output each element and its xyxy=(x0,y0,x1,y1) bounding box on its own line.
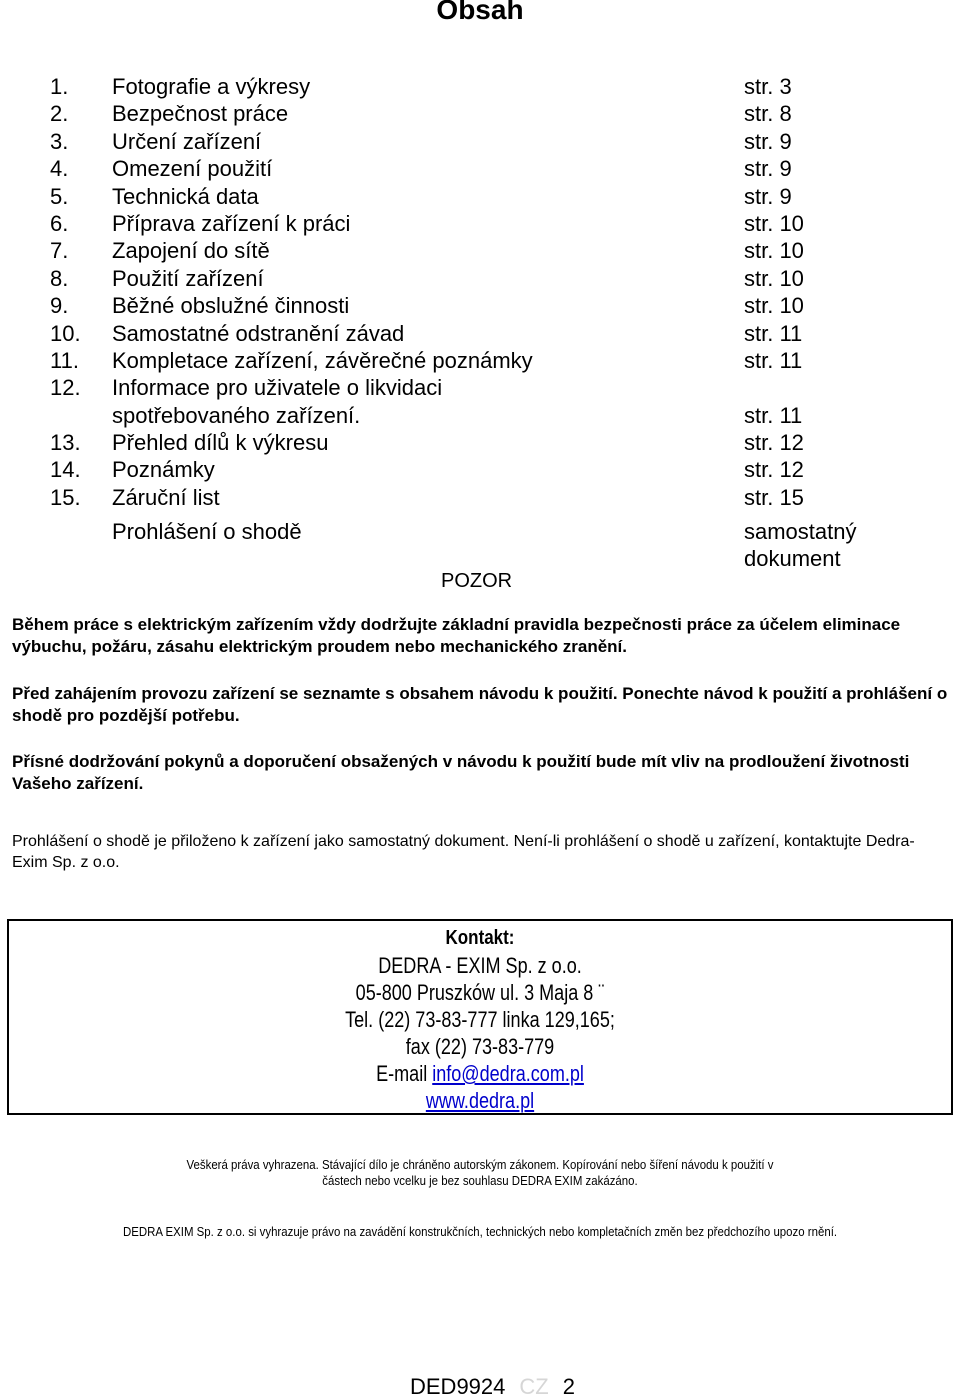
toc-number: 11. xyxy=(50,347,79,373)
toc-number: 15. xyxy=(50,484,81,510)
warning-paragraph-3: Přísné dodržování pokynů a doporučení obsažených v návodu k použití bude mít vliv na prodloužení životnosti Vašeho zařízení. xyxy=(12,752,910,793)
contact-heading: Kontakt: xyxy=(445,927,515,949)
toc-page: str. 8 xyxy=(744,101,792,127)
toc-number: 4. xyxy=(50,156,69,182)
toc-title: Fotografie a výkresy xyxy=(112,74,311,99)
contact-web-line xyxy=(94,1088,866,1114)
toc-page: str. 9 xyxy=(744,183,792,209)
footer-lang: CZ xyxy=(519,1374,549,1399)
warning-heading: POZOR xyxy=(441,570,513,592)
toc-title: Samostatné odstranění závad xyxy=(112,320,405,346)
toc-title: Omezení použití xyxy=(112,156,273,182)
toc-page: str. 12 xyxy=(744,430,804,456)
toc-number: 10. xyxy=(50,320,81,346)
declaration-page-line2: dokument xyxy=(744,546,841,571)
toc-title: Bezpečnost práce xyxy=(112,101,289,127)
toc-row xyxy=(0,429,960,456)
toc-page: str. 11 xyxy=(744,320,803,346)
toc-row xyxy=(0,100,960,127)
toc-number: 5. xyxy=(50,183,69,209)
toc-row xyxy=(0,484,960,511)
toc-number: 8. xyxy=(50,265,69,291)
toc-title: Zapojení do sítě xyxy=(112,238,270,264)
toc-number: 14. xyxy=(50,457,81,483)
warning-paragraph-2: Před zahájením provozu zařízení se seznamte s obsahem návodu k použití. Ponechte návod k použití a prohlášení o shodě pro pozdější potřebu. xyxy=(12,684,948,725)
toc-number: 6. xyxy=(50,210,69,236)
toc-page: str. 10 xyxy=(744,238,804,264)
page-title: Obsah xyxy=(436,0,524,25)
declaration-page xyxy=(744,519,857,573)
footer-model: DED9924 xyxy=(410,1374,506,1399)
toc-title: Záruční list xyxy=(112,484,220,510)
toc-page: str. 9 xyxy=(744,128,792,154)
contact-box xyxy=(7,919,953,1115)
contact-fax: fax (22) 73-83-779 xyxy=(405,1034,555,1059)
toc-row xyxy=(0,320,960,347)
toc-title: Příprava zařízení k práci xyxy=(112,210,351,236)
toc-title: Poznámky xyxy=(112,457,215,483)
toc-number: 7. xyxy=(50,238,69,264)
toc-title: Použití zařízení xyxy=(112,265,264,291)
toc-row xyxy=(0,128,960,155)
rights-line-3: DEDRA EXIM Sp. z o.o. si vyhrazuje právo na zavádění konstrukčních, technických nebo kompletačních změn bez předchozího upozo rnění. xyxy=(122,1224,838,1239)
toc-row xyxy=(0,347,960,374)
toc-row xyxy=(0,155,960,182)
toc-title: Kompletace zařízení, závěrečné poznámky xyxy=(112,347,533,373)
toc-number: 13. xyxy=(50,430,81,456)
declaration-title: Prohlášení o shodě xyxy=(112,519,302,544)
contact-company: DEDRA - EXIM Sp. z o.o. xyxy=(378,953,582,978)
page-footer xyxy=(410,1374,575,1400)
toc-page: str. 11 xyxy=(744,347,803,373)
contact-address: 05-800 Pruszków ul. 3 Maja 8 ¨ xyxy=(355,980,605,1005)
toc-row xyxy=(0,402,960,429)
rights-line-1: Veškerá práva vyhrazena. Stávající dílo je chráněno autorským zákonem. Kopírování nebo šíření návodu k použití v xyxy=(186,1157,774,1172)
toc-page: str. 10 xyxy=(744,210,804,236)
toc-row xyxy=(0,374,960,401)
toc-page: str. 15 xyxy=(744,484,804,510)
contact-email-line xyxy=(94,1061,866,1087)
toc-row xyxy=(0,183,960,210)
toc-page: str. 3 xyxy=(744,74,792,99)
toc-title: Technická data xyxy=(112,183,259,209)
toc-title: Běžné obslužné činnosti xyxy=(112,293,350,319)
toc-page: str. 10 xyxy=(744,265,804,291)
toc-row xyxy=(0,237,960,264)
contact-email-label: E-mail xyxy=(376,1061,433,1086)
toc-page: str. 10 xyxy=(744,293,804,319)
toc-row xyxy=(0,292,960,319)
warning-paragraph-1: Během práce s elektrickým zařízením vždy dodržujte základní pravidla bezpečnosti práce za účelem eliminace výbuchu, požáru, zásahu elektrickým proudem nebo mechanického zranění. xyxy=(12,615,901,656)
footer-page-number: 2 xyxy=(562,1374,575,1399)
toc-title: Přehled dílů k výkresu xyxy=(112,430,329,456)
toc-number: 2. xyxy=(50,101,69,127)
declaration-page-line1: samostatný xyxy=(744,519,857,544)
toc-number: 1. xyxy=(50,74,69,99)
toc-title: Informace pro uživatele o likvidaci xyxy=(112,375,443,401)
toc-page: str. 9 xyxy=(744,156,792,182)
table-of-contents xyxy=(0,73,960,511)
toc-row xyxy=(0,73,960,100)
toc-number: 3. xyxy=(50,128,69,154)
toc-row xyxy=(0,210,960,237)
toc-row xyxy=(0,265,960,292)
toc-title: Určení zařízení xyxy=(112,128,262,154)
contact-web-link[interactable]: www.dedra.pl xyxy=(425,1088,535,1113)
toc-number: 9. xyxy=(50,293,69,319)
toc-page: str. 12 xyxy=(744,457,804,483)
contact-email-link[interactable]: info@dedra.com.pl xyxy=(432,1061,584,1086)
contact-tel: Tel. (22) 73-83-777 linka 129,165; xyxy=(345,1007,615,1032)
toc-row xyxy=(0,456,960,483)
toc-number: 12. xyxy=(50,375,81,401)
rights-line-2: částech nebo vcelku je bez souhlasu DEDRA EXIM zakázáno. xyxy=(322,1173,638,1188)
toc-title: spotřebovaného zařízení. xyxy=(112,402,361,428)
declaration-note: Prohlášení o shodě je přiloženo k zařízení jako samostatný dokument. Není-li prohlášení o shodě u zařízení, kontaktujte Dedra-Exim Sp. z o.o. xyxy=(12,833,915,871)
toc-page: str. 11 xyxy=(744,402,803,428)
